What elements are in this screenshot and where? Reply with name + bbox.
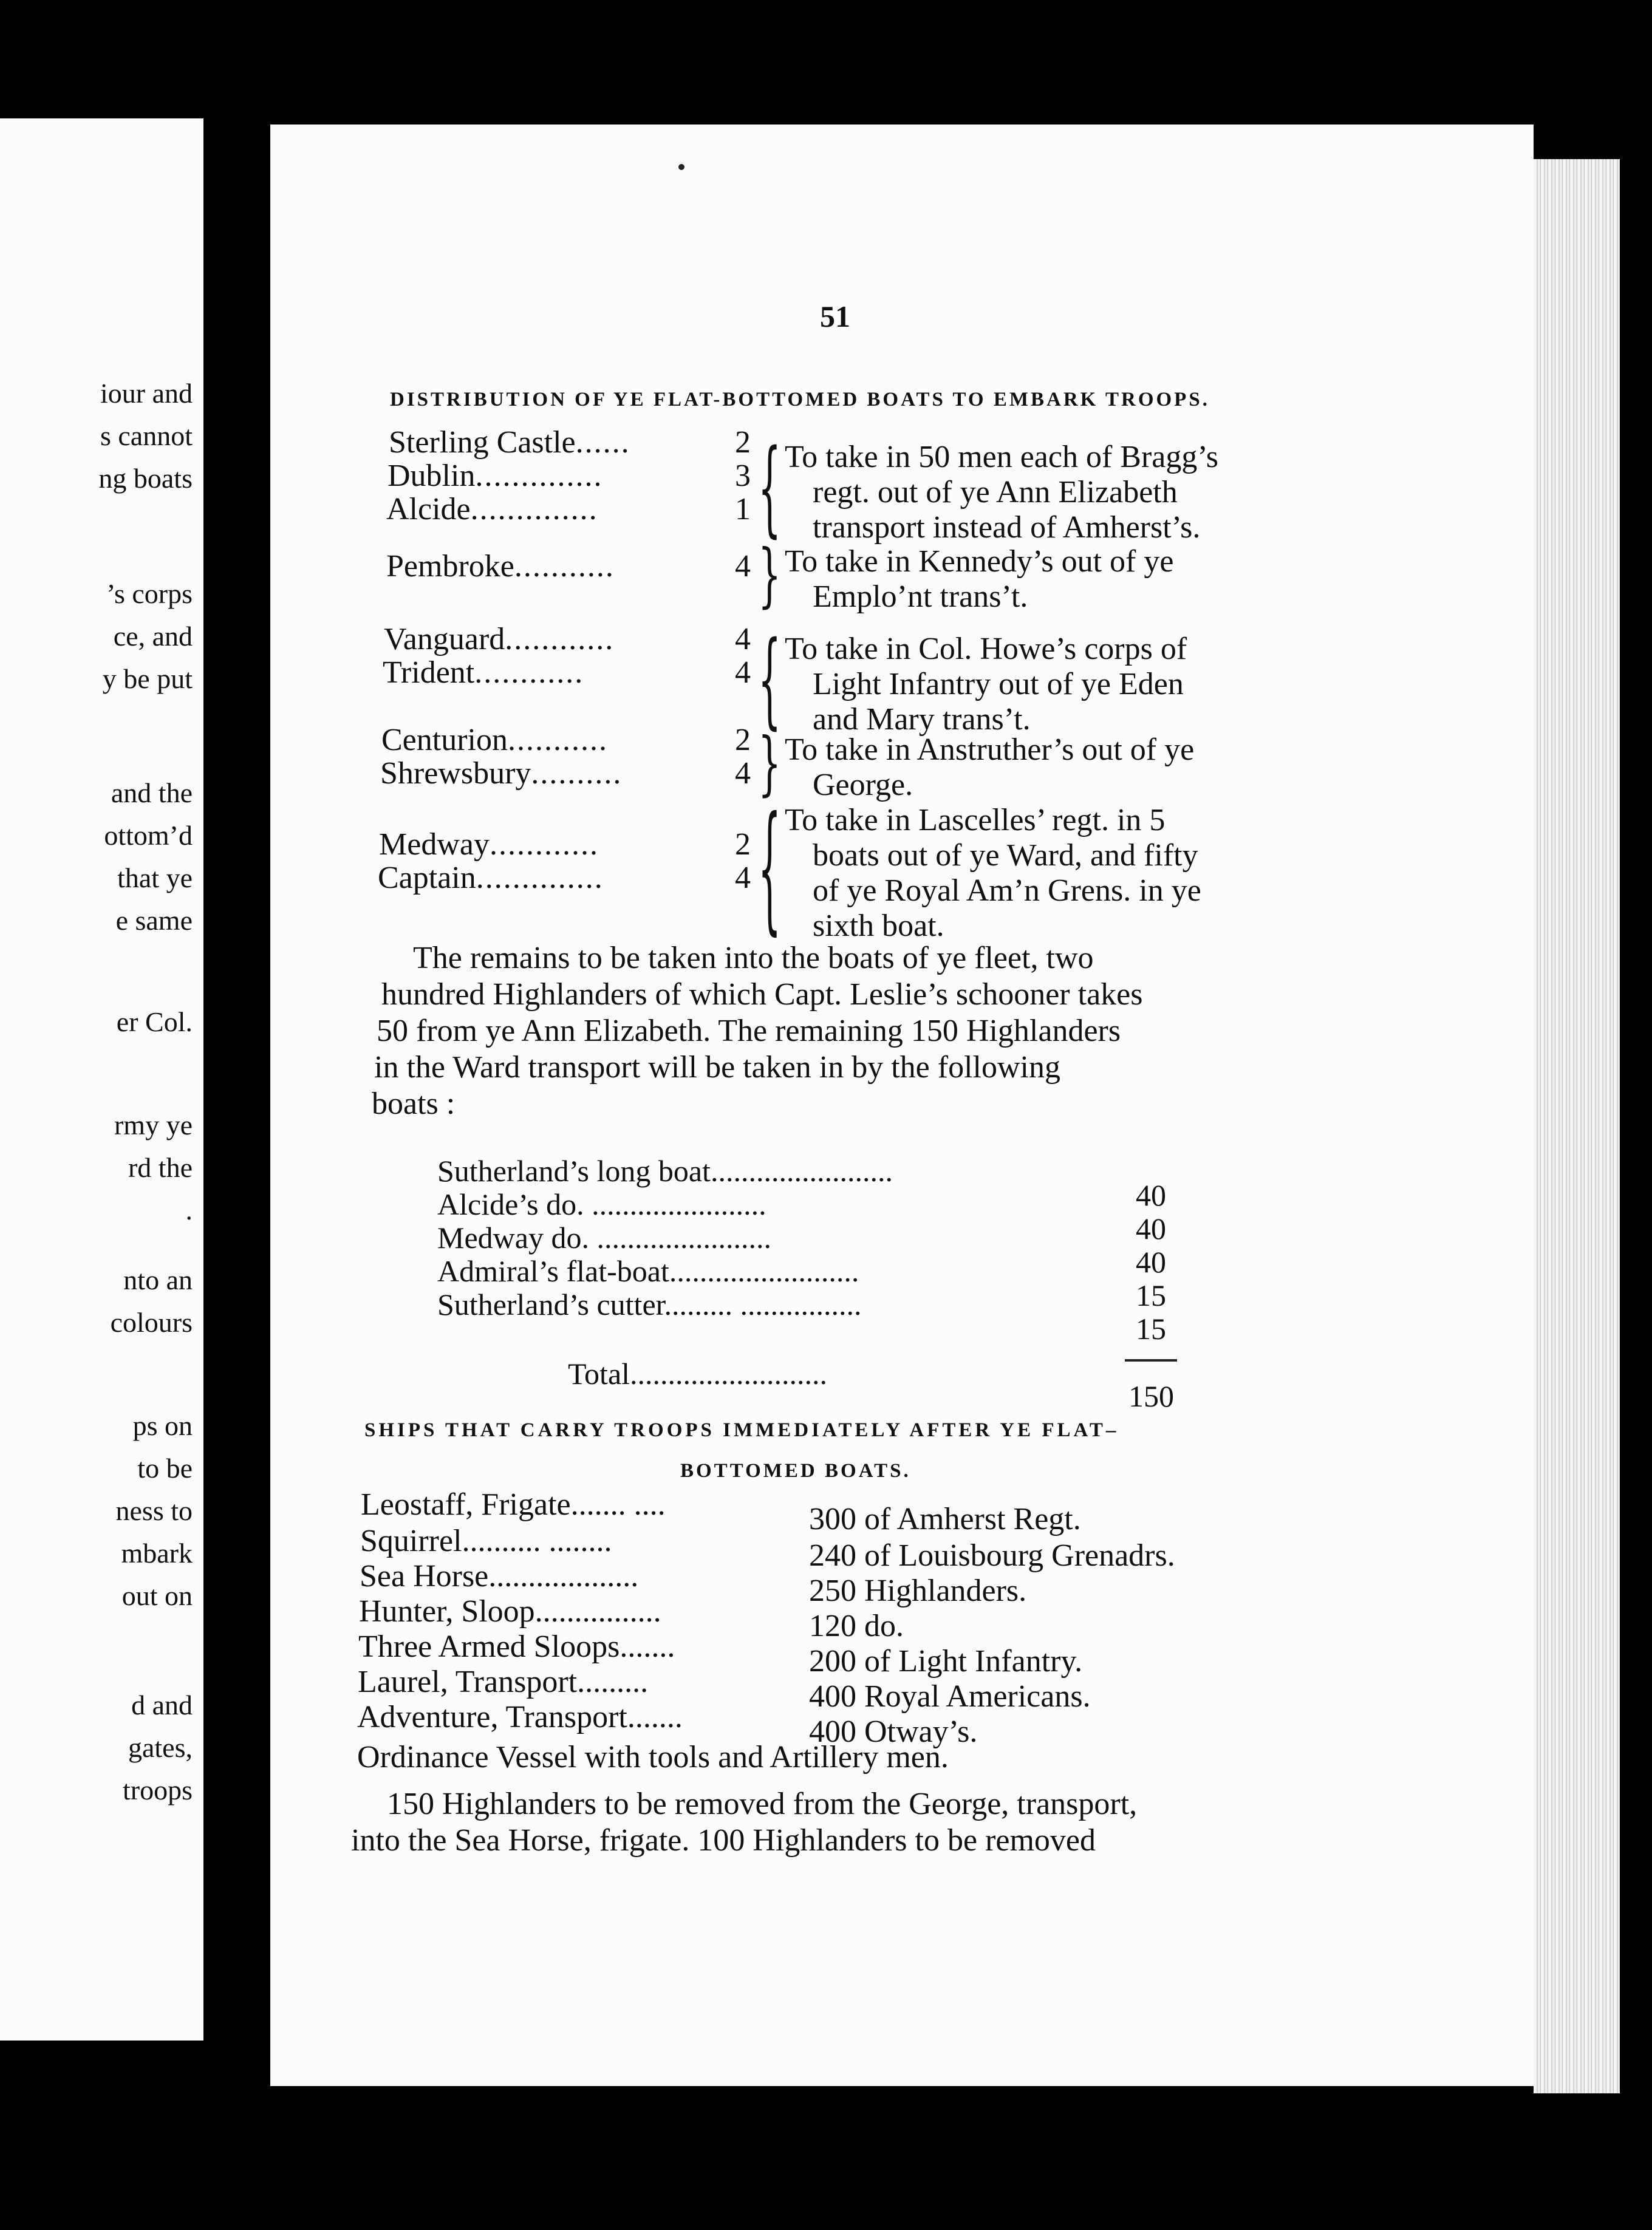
ship-name	[387, 460, 602, 492]
ship-name	[378, 862, 604, 894]
boat-count: 2	[735, 425, 751, 460]
distribution-note-line: and Mary trans’t.	[813, 702, 1031, 737]
distribution-note-line: sixth boat.	[813, 909, 944, 943]
cargo-ship: Leostaff, Frigate....... ....	[361, 1487, 666, 1522]
brace-glyph: {	[758, 788, 782, 950]
remains-line: The remains to be taken into the boats of ye fleet, two	[413, 941, 1094, 975]
ordinance-line: Ordinance Vessel with tools and Artillery men.	[357, 1740, 949, 1775]
remains-line: in the Ward transport will be taken in by the following	[374, 1050, 1060, 1085]
cargo-detail: 240 of Louisbourg Grenadrs.	[809, 1538, 1175, 1573]
boat-count: 2	[735, 827, 751, 862]
ship-name	[384, 624, 614, 655]
ship-name	[379, 829, 599, 861]
dot-leader: ......	[575, 425, 630, 460]
distribution-note-line: To take in Kennedy’s out of ye	[785, 544, 1174, 579]
total-count: 150	[1128, 1379, 1174, 1413]
left-page-fragment: troops	[123, 1775, 193, 1805]
dot-leader: ............	[489, 827, 599, 862]
left-page-fragment: to be	[137, 1453, 193, 1484]
ship-name	[381, 725, 608, 756]
ship-name-text: Alcide	[386, 492, 471, 527]
distribution-note-line: regt. out of ye Ann Elizabeth	[813, 475, 1178, 510]
left-page-fragment: that ye	[117, 862, 193, 893]
left-page-fragment: ps on	[132, 1410, 193, 1441]
boat-count: 4	[735, 622, 751, 656]
ship-name-text: Trident	[383, 655, 475, 690]
distribution-note-line: To take in 50 men each of Bragg’s	[785, 440, 1219, 474]
left-page-fragment: er Col.	[116, 1006, 193, 1037]
cargo-detail: 400 Royal Americans.	[809, 1679, 1091, 1714]
boat-name: Admiral’s flat-boat.........................	[437, 1254, 859, 1288]
dot-leader: ..............	[476, 861, 604, 895]
ships-heading-line-1: SHIPS THAT CARRY TROOPS IMMEDIATELY AFTER YE FLAT–	[364, 1419, 1119, 1441]
brace-glyph: }	[758, 723, 782, 805]
boat-count: 2	[735, 723, 751, 757]
boat-name: Sutherland’s cutter......... ................	[437, 1287, 862, 1321]
brace-glyph: {	[758, 619, 782, 742]
dot-leader: ............	[505, 622, 615, 656]
dot-leader: ............	[474, 655, 584, 690]
ship-name-text: Vanguard	[384, 622, 505, 656]
page-edges	[1534, 159, 1620, 2093]
dot-leader: ..........	[531, 756, 623, 791]
ships-heading-line-2: BOTTOMED BOATS.	[680, 1460, 911, 1482]
boat-count: 15	[1136, 1312, 1166, 1346]
left-page-fragment: iour and	[100, 378, 193, 409]
distribution-note-line: boats out of ye Ward, and fifty	[813, 838, 1198, 873]
left-page-fragment: y be put	[102, 663, 193, 694]
left-page-fragment: ottom’d	[104, 820, 193, 851]
cargo-detail: 300 of Amherst Regt.	[809, 1502, 1081, 1536]
distribution-note-line: To take in Anstruther’s out of ye	[785, 732, 1195, 767]
ship-name	[389, 427, 630, 459]
left-page-fragment: out on	[121, 1580, 193, 1611]
cargo-ship: Squirrel.......... ........	[360, 1524, 612, 1558]
remains-line: hundred Highlanders of which Capt. Leslie’s schooner takes	[381, 977, 1143, 1012]
left-page-fragment: e same	[115, 905, 193, 936]
remains-line: 50 from ye Ann Elizabeth. The remaining 150 Highlanders	[377, 1014, 1121, 1048]
cargo-detail: 250 Highlanders.	[809, 1574, 1027, 1608]
ship-name	[383, 657, 584, 689]
distribution-note-line: of ye Royal Am’n Grens. in ye	[813, 873, 1201, 908]
boat-count: 3	[735, 459, 751, 493]
boat-name: Alcide’s do. .......................	[437, 1187, 766, 1221]
ship-name-text: Shrewsbury	[380, 756, 531, 791]
cargo-ship: Sea Horse...................	[360, 1559, 639, 1594]
distribution-heading: DISTRIBUTION OF YE FLAT-BOTTOMED BOATS TO EMBARK TROOPS.	[390, 389, 1210, 411]
left-page-fragment: ce, and	[113, 621, 193, 652]
ship-name-text: Centurion	[381, 723, 508, 757]
dot-leader: ..............	[470, 492, 598, 527]
total-label: Total..........................	[568, 1357, 828, 1391]
ship-name	[386, 494, 598, 525]
left-page-fragment: s cannot	[100, 420, 193, 451]
left-page-fragment: ng boats	[98, 463, 193, 494]
ship-name-text: Pembroke	[386, 549, 514, 584]
boat-count: 4	[735, 756, 751, 791]
brace-glyph: }	[758, 535, 782, 616]
left-page-fragment: ’s corps	[106, 578, 193, 609]
remains-line: boats :	[372, 1086, 456, 1121]
boat-count: 1	[735, 492, 751, 527]
closing-line-1: 150 Highlanders to be removed from the George, transport,	[387, 1787, 1138, 1821]
distribution-note-line: To take in Lascelles’ regt. in 5	[785, 803, 1166, 837]
boat-count: 4	[735, 861, 751, 895]
cargo-detail: 120 do.	[809, 1609, 904, 1643]
ship-name-text: Dublin	[387, 459, 476, 493]
ship-name	[386, 551, 615, 582]
left-page-fragment: .	[185, 1195, 193, 1226]
left-page-fragment: gates,	[128, 1732, 193, 1763]
distribution-note-line: To take in Col. Howe’s corps of	[785, 632, 1187, 666]
left-page-fragment: nto an	[123, 1264, 193, 1295]
cargo-detail: 400 Otway’s.	[809, 1714, 978, 1749]
total-rule	[1125, 1359, 1177, 1362]
brace-glyph: {	[758, 428, 782, 550]
left-page-fragment: colours	[110, 1307, 193, 1338]
distribution-note-line: George.	[813, 768, 913, 802]
ink-speck	[678, 164, 684, 170]
left-page-fragment: mbark	[121, 1538, 193, 1569]
ship-name-text: Medway	[379, 827, 490, 862]
left-page-fragment: d and	[131, 1690, 193, 1720]
boat-count: 40	[1136, 1245, 1166, 1279]
ship-name-text: Captain	[378, 861, 476, 895]
boat-count: 4	[735, 549, 751, 584]
boat-count: 4	[735, 655, 751, 690]
dot-leader: ..............	[475, 459, 603, 493]
boat-name: Sutherland’s long boat........................	[437, 1154, 893, 1188]
distribution-note-line: transport instead of Amherst’s.	[813, 510, 1201, 545]
book-gutter	[203, 85, 270, 2071]
ship-name	[380, 758, 622, 789]
cargo-ship: Three Armed Sloops.......	[358, 1629, 675, 1664]
distribution-note-line: Light Infantry out of ye Eden	[813, 667, 1184, 701]
cargo-ship: Laurel, Transport.........	[358, 1665, 649, 1699]
boat-count: 40	[1136, 1212, 1166, 1246]
dot-leader: ...........	[507, 723, 608, 757]
cargo-ship: Adventure, Transport.......	[357, 1700, 683, 1734]
boat-name: Medway do. .......................	[437, 1221, 771, 1255]
closing-line-2: into the Sea Horse, frigate. 100 Highlanders to be removed	[351, 1823, 1096, 1858]
page-number: 51	[820, 299, 850, 333]
left-page-fragment: ness to	[115, 1495, 193, 1526]
ship-name-text: Sterling Castle	[389, 425, 576, 460]
left-page-fragment: rmy ye	[114, 1110, 193, 1141]
left-page-fragment: and the	[111, 777, 193, 808]
facing-page-left	[0, 118, 203, 2041]
dot-leader: ...........	[514, 549, 615, 584]
boat-count: 40	[1136, 1178, 1166, 1212]
cargo-ship: Hunter, Sloop................	[359, 1594, 661, 1629]
distribution-note-line: Emplo’nt trans’t.	[813, 579, 1028, 614]
boat-count: 15	[1136, 1278, 1166, 1312]
left-page-fragment: rd the	[128, 1152, 193, 1183]
cargo-detail: 200 of Light Infantry.	[809, 1644, 1083, 1679]
